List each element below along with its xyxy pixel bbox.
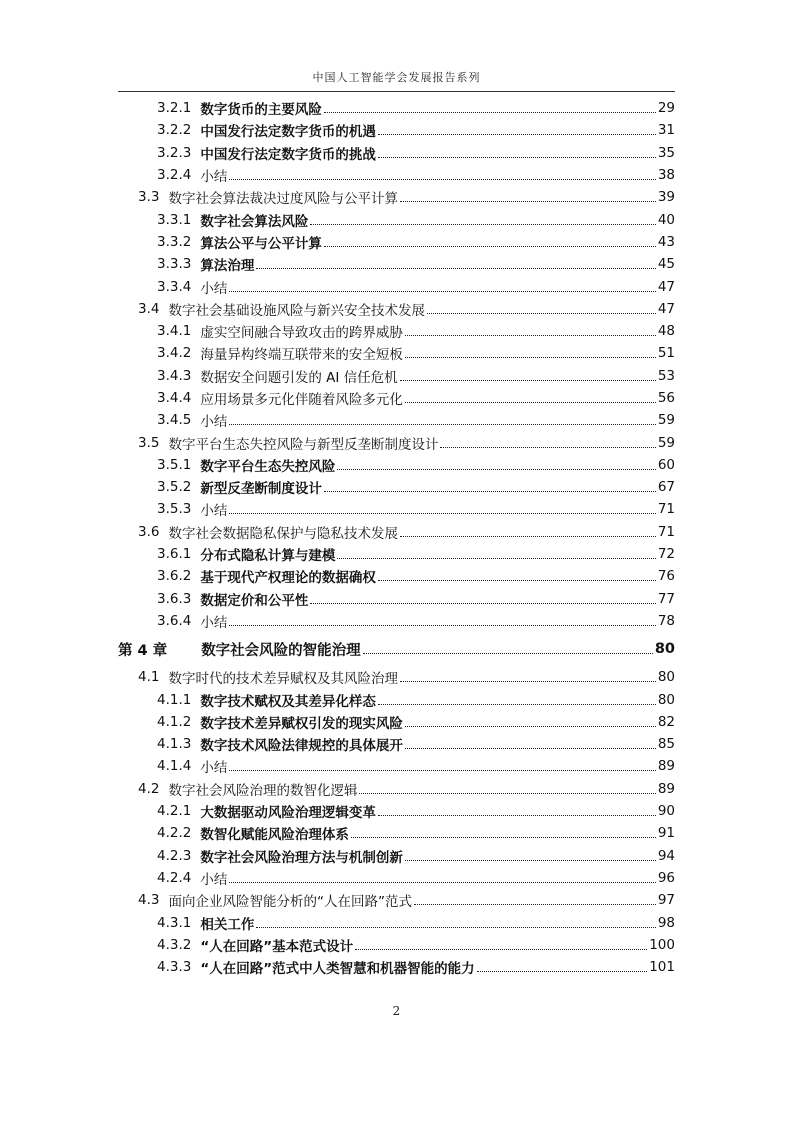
- toc-entry-title: 小结: [200, 614, 228, 631]
- toc-dot-leader: [256, 267, 655, 269]
- toc-entry[interactable]: [118, 409, 675, 431]
- toc-entry-page: 89: [657, 780, 675, 797]
- toc-entry-page: 80: [654, 641, 675, 658]
- toc-entry-title: 基于现代产权理论的数据确权: [200, 570, 376, 587]
- toc-entry-number: 4.3.2: [157, 936, 192, 953]
- toc-entry-number: 3.4.5: [157, 412, 192, 429]
- toc-entry-number: 3.3.1: [157, 211, 192, 228]
- toc-entry[interactable]: [118, 164, 675, 186]
- toc-entry-number: 3.4: [138, 300, 160, 317]
- toc-entry-number: 3.5.1: [157, 456, 192, 473]
- toc-dot-leader: [310, 223, 655, 225]
- toc-entry[interactable]: [118, 934, 675, 956]
- toc-entry-title: 数字技术差异赋权引发的现实风险: [200, 715, 403, 732]
- toc-entry[interactable]: [118, 208, 675, 230]
- toc-dot-leader: [378, 814, 656, 816]
- toc-entry-title: 大数据驱动风险治理逻辑变革: [200, 805, 376, 822]
- toc-entry[interactable]: [118, 119, 675, 141]
- toc-dot-leader: [229, 290, 655, 292]
- toc-entry[interactable]: [118, 911, 675, 933]
- running-header: 中国人工智能学会发展报告系列: [312, 71, 481, 84]
- toc-entry-page: 29: [657, 100, 675, 117]
- toc-entry-title: 数字平台生态失控风险: [200, 458, 336, 475]
- toc-entry[interactable]: [118, 97, 675, 119]
- toc-entry-number: 3.4.2: [157, 345, 192, 362]
- toc-entry-page: 96: [657, 869, 675, 886]
- toc-dot-leader: [351, 836, 656, 838]
- toc-dot-leader: [229, 624, 655, 626]
- toc-entry[interactable]: [118, 521, 675, 543]
- toc-entry-page: 76: [657, 568, 675, 585]
- toc-dot-leader: [363, 652, 653, 654]
- toc-entry-number: 4.1.4: [157, 758, 192, 775]
- toc-dot-leader: [337, 557, 655, 559]
- toc-entry-title: 面向企业风险智能分析的“人在回路”范式: [168, 894, 412, 911]
- toc-entry-title: 中国发行法定数字货币的机遇: [200, 124, 376, 141]
- toc-entry[interactable]: [118, 365, 675, 387]
- toc-entry[interactable]: [118, 867, 675, 889]
- toc-dot-leader: [405, 334, 656, 336]
- toc-entry[interactable]: [118, 476, 675, 498]
- toc-entry-title: 数字时代的技术差异赋权及其风险治理: [168, 671, 398, 688]
- toc-entry-title: 小结: [200, 760, 228, 777]
- toc-entry-title: 数字货币的主要风险: [200, 102, 322, 119]
- toc-entry-title: 小结: [200, 503, 228, 520]
- toc-entry[interactable]: [118, 298, 675, 320]
- toc-entry-number: 4.1.1: [157, 691, 192, 708]
- toc-entry-title: 数字社会风险的智能治理: [201, 642, 361, 659]
- toc-entry[interactable]: [118, 431, 675, 453]
- toc-entry-page: 53: [657, 367, 675, 384]
- toc-entry-number: 4.3: [138, 892, 160, 909]
- toc-dot-leader: [405, 725, 656, 727]
- toc-dot-leader: [324, 245, 656, 247]
- toc-entry-page: 77: [657, 590, 675, 607]
- toc-entry-number: 3.6: [138, 523, 160, 540]
- toc-entry-title: 数字技术赋权及其差异化样态: [200, 693, 376, 710]
- toc-entry-page: 48: [657, 323, 675, 340]
- toc-dot-leader: [400, 680, 656, 682]
- toc-entry-title: 小结: [200, 871, 228, 888]
- toc-entry-number: 第 4 章: [118, 642, 168, 659]
- toc-entry-page: 82: [657, 713, 675, 730]
- toc-entry-number: 3.2.2: [157, 122, 192, 139]
- toc-entry-page: 72: [657, 546, 675, 563]
- toc-dot-leader: [229, 178, 655, 180]
- toc-entry[interactable]: [118, 186, 675, 208]
- toc-entry-title: “人在回路”范式中人类智慧和机器智能的能力: [200, 961, 475, 978]
- toc-entry-title: 中国发行法定数字货币的挑战: [200, 146, 376, 163]
- toc-entry-page: 38: [657, 167, 675, 184]
- toc-entry-page: 80: [657, 691, 675, 708]
- toc-dot-leader: [400, 200, 656, 202]
- toc-dot-leader: [359, 792, 655, 794]
- toc-entry[interactable]: [118, 275, 675, 297]
- toc-entry-number: 3.3: [138, 189, 160, 206]
- toc-entry[interactable]: [118, 889, 675, 911]
- toc-entry[interactable]: [118, 688, 675, 710]
- toc-entry-title: 小结: [200, 169, 228, 186]
- toc-entry-page: 94: [657, 847, 675, 864]
- toc-entry-title: 分布式隐私计算与建模: [200, 548, 336, 565]
- toc-entry-page: 85: [657, 736, 675, 753]
- toc-dot-leader: [405, 859, 656, 861]
- toc-entry-page: 43: [657, 233, 675, 250]
- toc-entry-number: 3.2.4: [157, 167, 192, 184]
- toc-entry-number: 3.5.3: [157, 501, 192, 518]
- toc-entry-title: 数智化赋能风险治理体系: [200, 827, 349, 844]
- toc-entry[interactable]: [118, 342, 675, 364]
- toc-entry-title: 数字社会数据隐私保护与隐私技术发展: [168, 525, 398, 542]
- toc-entry-number: 3.5.2: [157, 479, 192, 496]
- toc-entry-number: 3.6.4: [157, 612, 192, 629]
- toc-entry-page: 80: [657, 669, 675, 686]
- toc-entry-title: 海量异构终端互联带来的安全短板: [200, 347, 403, 364]
- toc-entry-title: 小结: [200, 280, 228, 297]
- toc-entry[interactable]: [118, 778, 675, 800]
- toc-entry-page: 89: [657, 758, 675, 775]
- toc-entry-title: 虚实空间融合导致攻击的跨界威胁: [200, 325, 403, 342]
- table-of-contents: [118, 97, 675, 978]
- toc-entry[interactable]: [118, 253, 675, 275]
- toc-dot-leader: [324, 490, 656, 492]
- toc-entry-number: 3.6.1: [157, 546, 192, 563]
- toc-entry-number: 3.5: [138, 434, 160, 451]
- toc-entry-title: 数字社会风险治理的数智化逻辑: [168, 782, 358, 799]
- toc-entry-title: 新型反垄断制度设计: [200, 481, 322, 498]
- toc-entry-page: 100: [649, 936, 675, 953]
- toc-entry-page: 47: [657, 278, 675, 295]
- toc-entry-title: 数字社会基础设施风险与新兴安全技术发展: [168, 302, 425, 319]
- toc-entry-title: 相关工作: [200, 916, 255, 933]
- toc-entry-page: 59: [657, 412, 675, 429]
- toc-entry-page: 40: [657, 211, 675, 228]
- toc-dot-leader: [324, 111, 656, 113]
- toc-entry-number: 3.6.2: [157, 568, 192, 585]
- toc-entry-page: 71: [657, 523, 675, 540]
- toc-entry-number: 3.2.1: [157, 100, 192, 117]
- toc-entry[interactable]: [118, 822, 675, 844]
- toc-dot-leader: [229, 881, 655, 883]
- toc-entry[interactable]: [118, 543, 675, 565]
- toc-entry-page: 35: [657, 144, 675, 161]
- toc-entry-page: 90: [657, 803, 675, 820]
- toc-entry-number: 3.4.1: [157, 323, 192, 340]
- toc-entry-title: 数字社会算法裁决过度风险与公平计算: [168, 191, 398, 208]
- toc-entry[interactable]: [118, 733, 675, 755]
- toc-entry[interactable]: [118, 845, 675, 867]
- toc-dot-leader: [477, 970, 648, 972]
- toc-entry[interactable]: [118, 498, 675, 520]
- toc-entry-page: 97: [657, 892, 675, 909]
- toc-dot-leader: [229, 423, 655, 425]
- toc-entry-page: 71: [657, 501, 675, 518]
- toc-entry-title: 数据安全问题引发的 AI 信任危机: [200, 369, 398, 386]
- toc-entry-page: 47: [657, 300, 675, 317]
- toc-entry-number: 4.2.2: [157, 825, 192, 842]
- toc-dot-leader: [405, 747, 656, 749]
- toc-entry-number: 4.2: [138, 780, 160, 797]
- toc-entry-number: 3.4.3: [157, 367, 192, 384]
- toc-entry-number: 3.3.4: [157, 278, 192, 295]
- toc-entry[interactable]: [118, 666, 675, 688]
- toc-entry[interactable]: [118, 610, 675, 632]
- toc-entry-page: 98: [657, 914, 675, 931]
- toc-dot-leader: [378, 133, 656, 135]
- toc-entry-title: 数字社会风险治理方法与机制创新: [200, 849, 403, 866]
- toc-entry-page: 56: [657, 390, 675, 406]
- toc-entry[interactable]: [118, 565, 675, 587]
- toc-entry[interactable]: [118, 387, 675, 409]
- toc-entry-number: 3.3.3: [157, 256, 192, 273]
- toc-entry-number: 3.6.3: [157, 590, 192, 607]
- toc-entry-title: 数字平台生态失控风险与新型反垄断制度设计: [168, 436, 439, 453]
- toc-entry[interactable]: [118, 142, 675, 164]
- toc-dot-leader: [337, 468, 655, 470]
- toc-entry-page: 91: [657, 825, 675, 842]
- toc-entry-number: 4.3.1: [157, 914, 192, 931]
- toc-entry[interactable]: [118, 711, 675, 733]
- toc-entry[interactable]: [118, 231, 675, 253]
- toc-entry-number: 3.4.4: [157, 390, 192, 406]
- toc-dot-leader: [310, 602, 655, 604]
- toc-dot-leader: [400, 535, 656, 537]
- toc-entry-number: 3.2.3: [157, 144, 192, 161]
- toc-entry-title: 应用场景多元化伴随着风险多元化: [200, 392, 403, 408]
- toc-dot-leader: [378, 156, 656, 158]
- toc-entry[interactable]: [118, 755, 675, 777]
- toc-entry-number: 4.1.3: [157, 736, 192, 753]
- toc-dot-leader: [229, 512, 655, 514]
- toc-entry-number: 4.2.4: [157, 869, 192, 886]
- toc-entry-number: 4.2.1: [157, 803, 192, 820]
- toc-dot-leader: [256, 926, 655, 928]
- toc-entry-number: 4.1.2: [157, 713, 192, 730]
- toc-entry-title: “人在回路”基本范式设计: [200, 938, 354, 955]
- toc-entry-page: 39: [657, 189, 675, 206]
- toc-entry[interactable]: [118, 800, 675, 822]
- toc-dot-leader: [440, 446, 655, 448]
- toc-entry-number: 3.3.2: [157, 233, 192, 250]
- toc-dot-leader: [400, 379, 656, 381]
- toc-dot-leader: [355, 948, 647, 950]
- toc-entry-title: 数字技术风险法律规控的具体展开: [200, 738, 403, 755]
- toc-entry-page: 31: [657, 122, 675, 139]
- toc-entry-page: 45: [657, 256, 675, 273]
- toc-entry[interactable]: [118, 956, 675, 978]
- toc-dot-leader: [229, 769, 655, 771]
- toc-entry-page: 60: [657, 456, 675, 473]
- toc-entry-number: 4.2.3: [157, 847, 192, 864]
- toc-entry-title: 数据定价和公平性: [200, 592, 309, 609]
- header-rule: [118, 91, 675, 92]
- toc-entry-title: 算法治理: [200, 258, 255, 275]
- toc-entry[interactable]: [118, 588, 675, 610]
- toc-dot-leader: [378, 703, 656, 705]
- toc-entry-page: 78: [657, 612, 675, 629]
- toc-chapter-entry[interactable]: [118, 632, 675, 666]
- toc-dot-leader: [378, 579, 656, 581]
- toc-entry[interactable]: [118, 454, 675, 476]
- toc-entry-page: 51: [657, 345, 675, 362]
- toc-dot-leader: [427, 312, 656, 314]
- toc-entry-page: 67: [657, 479, 675, 496]
- toc-dot-leader: [405, 356, 656, 358]
- toc-entry-number: 4.3.3: [157, 959, 192, 976]
- toc-dot-leader: [405, 401, 656, 403]
- toc-entry-title: 数字社会算法风险: [200, 213, 309, 230]
- toc-entry-title: 小结: [200, 414, 228, 431]
- toc-entry-number: 4.1: [138, 669, 160, 686]
- page-number: 2: [392, 1004, 401, 1018]
- toc-entry[interactable]: [118, 320, 675, 342]
- toc-entry-page: 101: [649, 959, 675, 976]
- toc-entry-page: 59: [657, 434, 675, 451]
- toc-dot-leader: [414, 903, 656, 905]
- toc-entry-title: 算法公平与公平计算: [200, 235, 322, 252]
